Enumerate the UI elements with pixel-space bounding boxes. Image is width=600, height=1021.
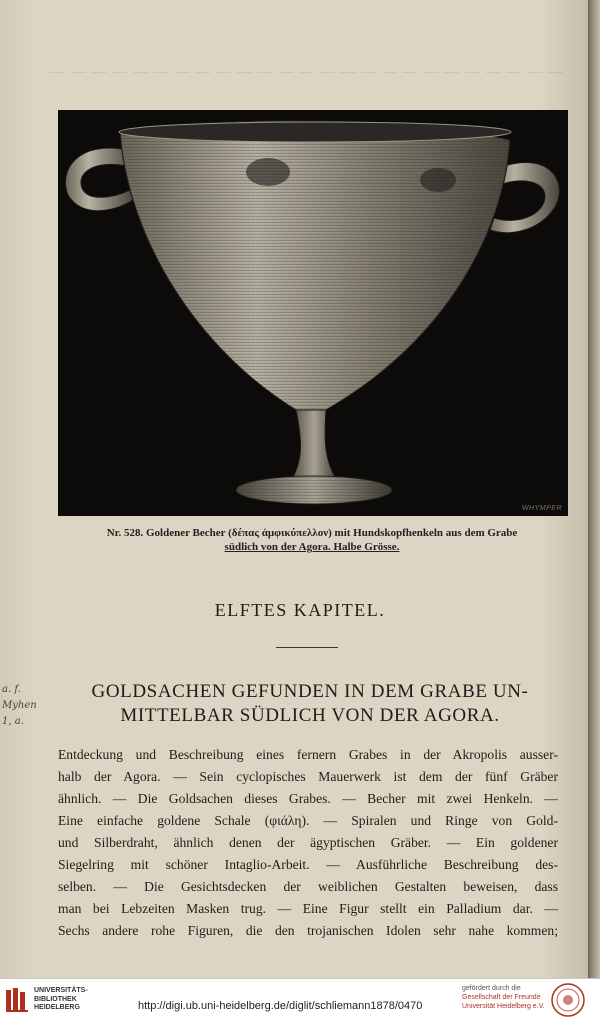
summary-line: ähnlich. — Die Goldsachen dieses Grabes. — Becher mit zwei Henkeln. — (58, 791, 558, 806)
engraver-signature: WHYMPER (521, 505, 562, 512)
caption-line-1: Nr. 528. Goldener Becher (δέπας ἀμφικύπελλον) mit Hundskopfhenkeln aus dem Grabe (106, 527, 518, 539)
margin-note-line: a. f. (2, 684, 21, 695)
gold-cup-engraving (58, 110, 568, 516)
university-seal-icon (550, 982, 586, 1018)
summary-line: man bei Lebzeiten Masken trug. — Eine Figur stellt ein Palladium dar. — (58, 901, 558, 916)
summary-line: Sechs andere rohe Figuren, die den trojanischen Idolen sehr nahe kommen; (58, 923, 558, 938)
margin-note-line: Myhen (2, 700, 37, 711)
show-through-text: — — — — — — — — — — — — — — — — — — — — — — — — — (50, 64, 564, 80)
chapter-heading (50, 680, 570, 728)
footer-bar (0, 978, 600, 1021)
university-line: BIBLIOTHEK (34, 995, 77, 1003)
summary-line: Entdeckung und Beschreibung eines fernern Grabes in der Akropolis ausser- (58, 747, 558, 762)
caption-line-2: südlich von der Agora. Halbe Grösse. (224, 541, 400, 553)
figure-caption (62, 526, 562, 554)
engraving-plate (58, 110, 568, 516)
chapter-title: ELFTES KAPITEL. (214, 600, 386, 620)
university-library-logo-icon (4, 986, 32, 1014)
sponsor-line: Universität Heidelberg e.V. (462, 1003, 545, 1010)
sponsor-line: Gesellschaft der Freunde (462, 994, 541, 1001)
page-edge-shadow (588, 0, 600, 978)
university-line: HEIDELBERG (34, 1004, 80, 1011)
sponsor-line: gefördert durch die (462, 985, 521, 992)
summary-line: selben. — Die Gesichtsdecken der weiblichen Gestalten beweisen, dass (58, 879, 558, 894)
permalink-url[interactable]: http://digi.ub.uni-heidelberg.de/diglit/schliemann1878/0470 (138, 1000, 423, 1012)
handwritten-margin-note (2, 682, 37, 730)
university-line: UNIVERSITÄTS- (34, 987, 88, 994)
summary-line: Eine einfache goldene Schale (φιάλη). — Spiralen und Ringe von Gold- (58, 813, 558, 828)
chapter-rule (276, 647, 338, 648)
sponsor-credit (462, 984, 545, 1011)
summary-line: halb der Agora. — Sein cyclopisches Mauerwerk ist dem der fünf Gräber (58, 769, 558, 784)
summary-line: und Silberdraht, ähnlich denen der ägyptischen Gräber. — Ein goldener (58, 835, 558, 850)
summary-line: Siegelring mit schöner Intaglio-Arbeit. — Ausführliche Beschreibung des- (58, 857, 558, 872)
university-library-name (34, 987, 88, 1013)
margin-note-line: 1, a. (2, 716, 24, 727)
heading-line-1: GOLDSACHEN GEFUNDEN IN DEM GRABE UN- (91, 681, 529, 702)
heading-line-2: MITTELBAR SÜDLICH VON DER AGORA. (120, 705, 500, 726)
chapter-summary (58, 744, 558, 942)
